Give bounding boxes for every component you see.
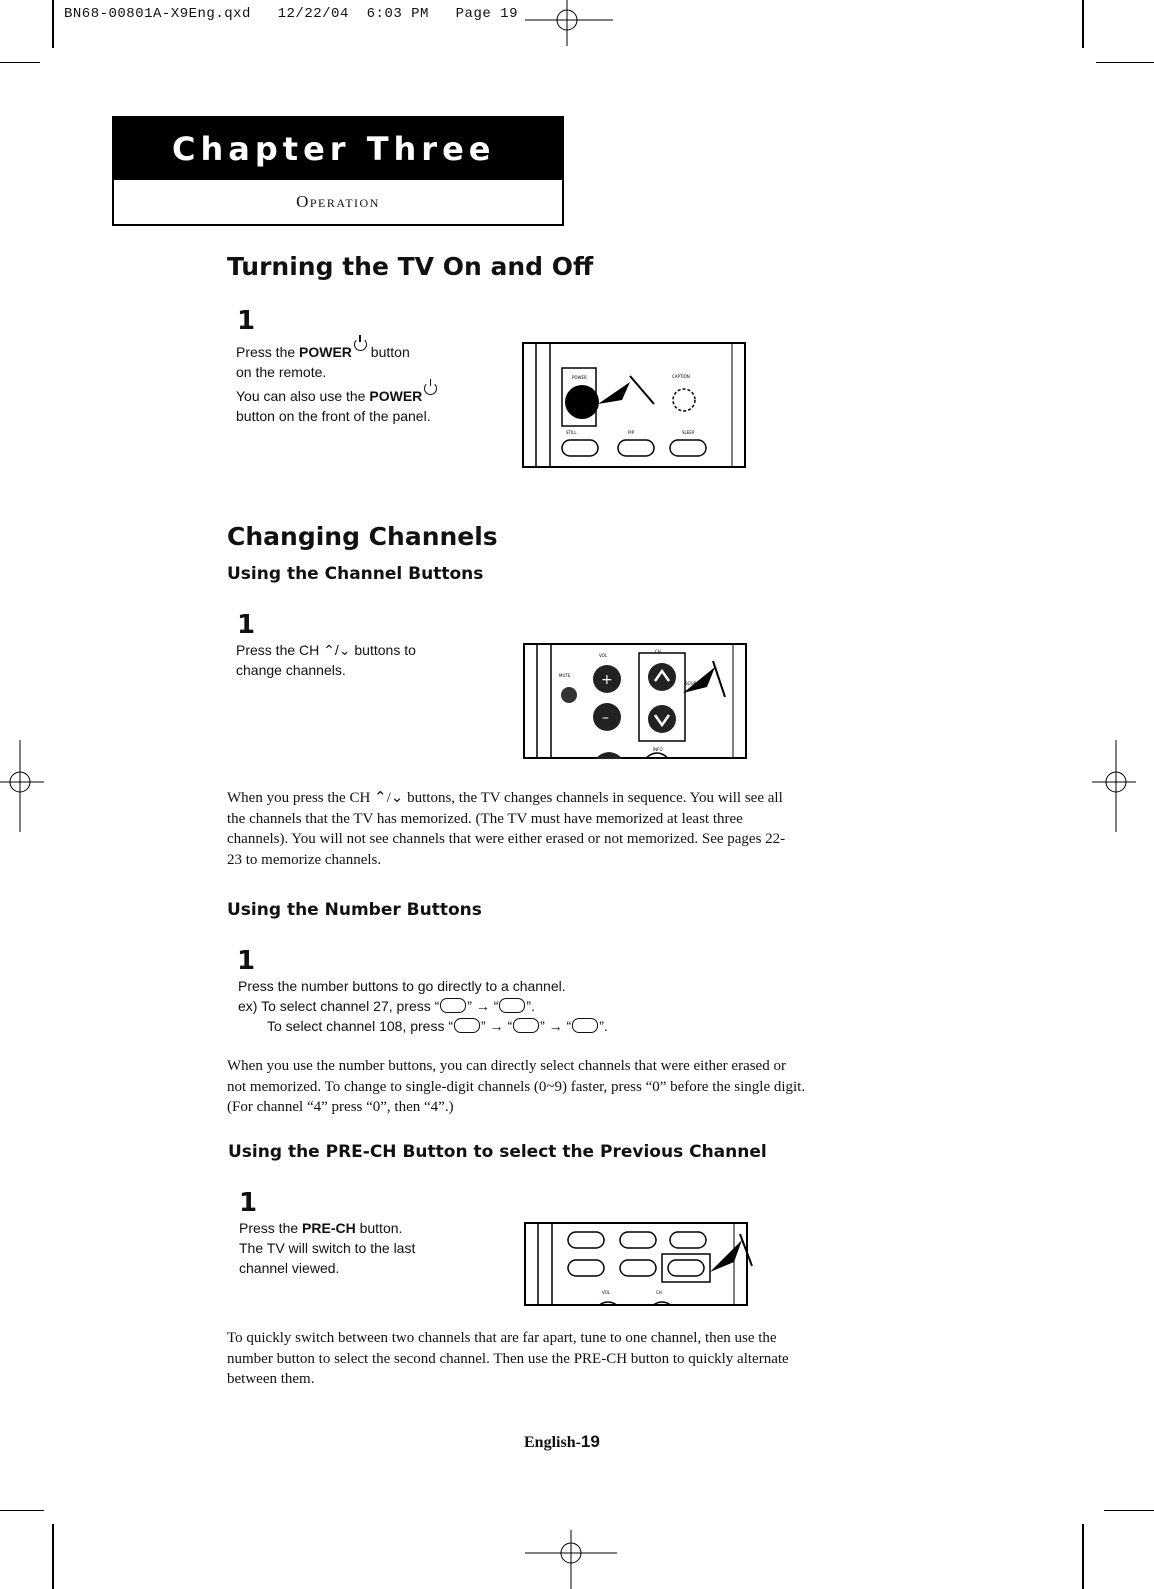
text-bold: PRE-CH xyxy=(302,1220,356,1236)
text: button xyxy=(366,344,410,360)
power-button-icon xyxy=(565,385,599,419)
label-ch: CH xyxy=(655,649,661,654)
chapter-title: Chapter Three xyxy=(114,118,562,180)
page-footer xyxy=(524,1432,600,1452)
text: change channels. xyxy=(236,662,346,678)
step-number: 1 xyxy=(237,946,256,976)
footer-prefix: English- xyxy=(524,1434,581,1451)
remote-prech-illustration xyxy=(524,1222,756,1306)
registration-mark-right xyxy=(1092,740,1138,832)
label-pip: PIP xyxy=(628,430,635,435)
text: button on the front of the panel. xyxy=(236,408,431,424)
crop-mark xyxy=(1096,62,1154,63)
subheading-number-buttons: Using the Number Buttons xyxy=(227,900,482,920)
label-info: INFO xyxy=(653,747,663,752)
text: button. xyxy=(355,1220,403,1236)
channel-instructions xyxy=(236,640,416,680)
text: Press the number buttons to go directly to a channel. xyxy=(238,978,566,994)
subheading-prech: Using the PRE-CH Button to select the Previous Channel xyxy=(228,1142,767,1162)
text: ” → “ xyxy=(467,998,499,1014)
text: To select channel 108, press “ xyxy=(267,1018,453,1034)
ch-arrows: ⌃/⌄ xyxy=(323,642,351,658)
button-1-icon xyxy=(454,1018,480,1033)
label-mute: MUTE xyxy=(559,673,571,678)
page-number: 19 xyxy=(580,1432,600,1451)
text: ”. xyxy=(599,1018,608,1034)
section-heading-power: Turning the TV On and Off xyxy=(227,252,594,281)
label-source: SOURCE xyxy=(685,681,702,686)
text: channel viewed. xyxy=(239,1260,340,1276)
ch-down-icon xyxy=(648,705,676,733)
registration-mark-left xyxy=(0,740,46,832)
step-number: 1 xyxy=(237,610,256,640)
text: ”. xyxy=(526,998,535,1014)
crop-mark xyxy=(52,1524,54,1589)
registration-mark-bottom xyxy=(525,1530,619,1589)
text: buttons to xyxy=(350,642,416,658)
subheading-channel-buttons: Using the Channel Buttons xyxy=(227,564,484,584)
text: ex) To select channel 27, press “ xyxy=(238,998,440,1014)
prech-paragraph: To quickly switch between two channels that are far apart, tune to one channel, then use the number button to select the second channel. Then use the PRE-CH button to quickly alternate between them. xyxy=(227,1330,789,1387)
crop-mark xyxy=(1082,0,1084,48)
registration-mark-top xyxy=(525,0,615,46)
text: Press the CH xyxy=(236,642,324,658)
number-instructions xyxy=(238,976,608,1036)
button-8-icon xyxy=(572,1018,598,1033)
number-paragraph: When you use the number buttons, you can directly select channels that were either erased or not memorized. To change to single-digit channels (0~9) faster, press “0” before the single digit. (For channel “4” press “0”, then “4”.) xyxy=(227,1058,806,1115)
chapter-subtitle: Operation xyxy=(296,192,380,211)
power-icon xyxy=(354,338,367,351)
label-vol: VOL xyxy=(602,1290,611,1295)
remote-power-illustration xyxy=(522,342,746,468)
text: Press the xyxy=(239,1220,303,1236)
crop-mark xyxy=(1104,1510,1154,1511)
svg-text:–: – xyxy=(602,710,609,726)
print-slug: BN68-00801A-X9Eng.qxd 12/22/04 6:03 PM Page 19 xyxy=(64,6,518,22)
ch-up-icon xyxy=(648,663,676,691)
remote-channel-illustration xyxy=(523,643,747,759)
text: You can also use the xyxy=(236,388,370,404)
text: Press the xyxy=(236,344,300,360)
power-instructions xyxy=(236,338,437,426)
text-bold: POWER xyxy=(369,388,423,404)
crop-mark xyxy=(52,0,54,48)
step-number: 1 xyxy=(237,306,256,336)
crop-mark xyxy=(0,1510,44,1511)
label-sleep: SLEEP xyxy=(682,430,695,435)
button-2-icon xyxy=(440,998,466,1013)
label-power: POWER xyxy=(572,375,587,380)
label-caption: CAPTION xyxy=(672,374,690,379)
crop-mark xyxy=(1082,1524,1084,1589)
text: on the remote. xyxy=(236,364,327,380)
button-0-icon xyxy=(513,1018,539,1033)
prech-instructions xyxy=(239,1218,415,1278)
section-heading-channels: Changing Channels xyxy=(227,522,498,551)
step-number: 1 xyxy=(239,1188,258,1218)
mute-button-icon xyxy=(561,687,577,703)
crop-mark xyxy=(0,62,40,63)
power-icon xyxy=(424,382,437,395)
chapter-header xyxy=(112,116,564,226)
button-7-icon xyxy=(499,998,525,1013)
channel-paragraph: When you press the CH ⌃/⌄ buttons, the TV changes channels in sequence. You will see all the channels that the TV has memorized. (The TV must have memorized at least three channels). You will not see channels that were either erased or not memorized. See pages 22-23 to memorize channels. xyxy=(227,790,786,868)
label-still: STILL xyxy=(566,430,577,435)
label-vol: VOL xyxy=(599,653,608,658)
svg-text:+: + xyxy=(601,672,613,688)
text: ” → “ xyxy=(481,1018,513,1034)
text: The TV will switch to the last xyxy=(239,1240,416,1256)
text-bold: POWER xyxy=(299,344,352,360)
text: ” → “ xyxy=(540,1018,572,1034)
label-ch: CH xyxy=(656,1290,662,1295)
